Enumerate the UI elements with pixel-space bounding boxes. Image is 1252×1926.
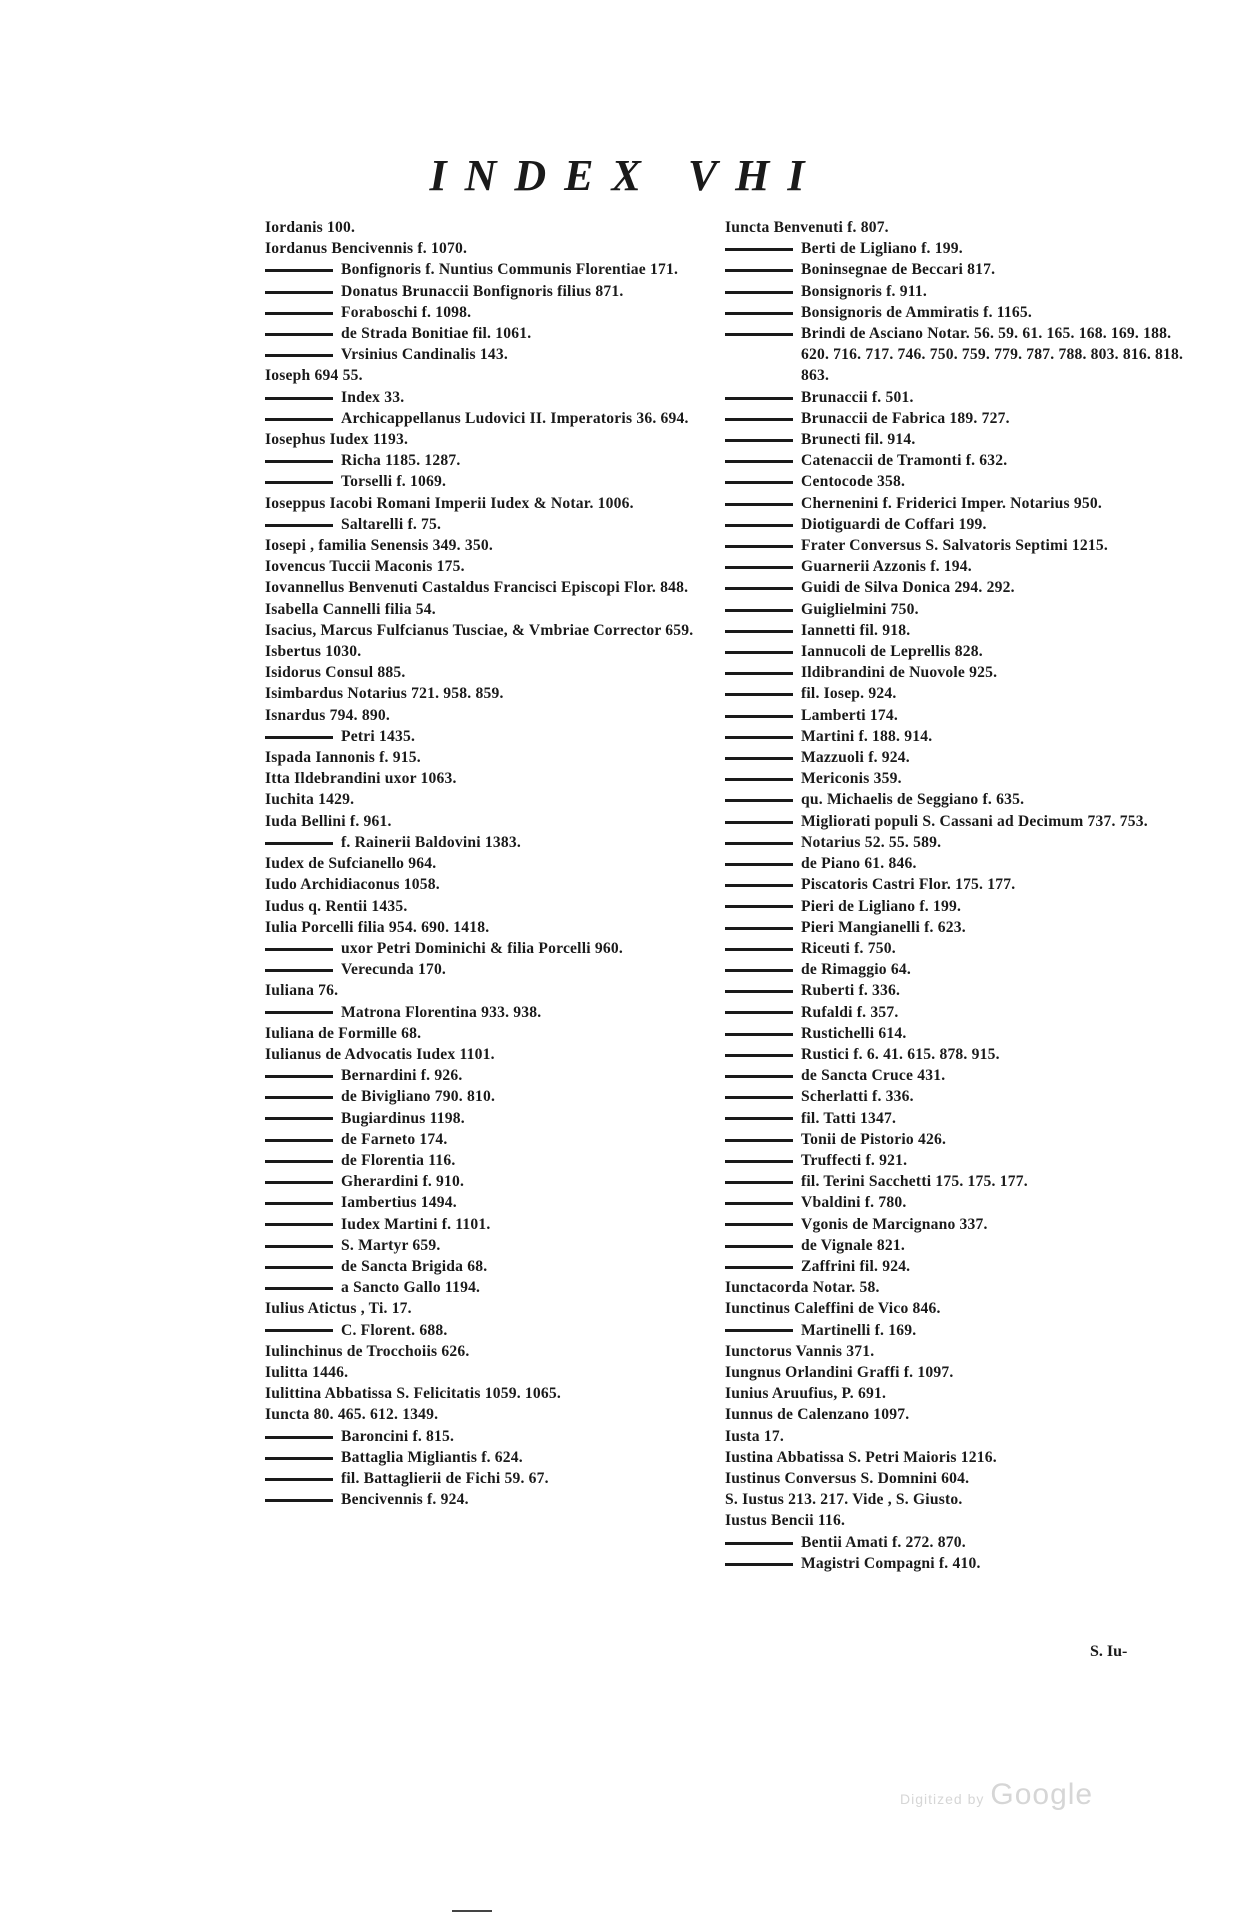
index-subentry: de Sancta Brigida 68. bbox=[265, 1256, 735, 1277]
index-subentry: Brunaccii de Fabrica 189. 727. bbox=[725, 408, 1195, 429]
index-subentry: fil. Iosep. 924. bbox=[725, 683, 1195, 704]
index-subentry: Verecunda 170. bbox=[265, 959, 735, 980]
index-subentry: Archicappellanus Ludovici II. Imperatoris 36. 694. bbox=[265, 408, 735, 429]
index-entry: Ispada Iannonis f. 915. bbox=[265, 749, 421, 767]
index-entry: Isbertus 1030. bbox=[265, 643, 362, 661]
index-entry: Iunnus de Calenzano 1097. bbox=[725, 1406, 910, 1424]
index-subentry: de Bivigliano 790. 810. bbox=[265, 1086, 735, 1107]
index-subentry: Matrona Florentina 933. 938. bbox=[265, 1002, 735, 1023]
index-subentry: Rufaldi f. 357. bbox=[725, 1002, 1195, 1023]
index-entry: Iuda Bellini f. 961. bbox=[265, 812, 392, 830]
index-entry: Iunctorus Vannis 371. bbox=[725, 1342, 875, 1360]
index-subentry: Mericonis 359. bbox=[725, 768, 1195, 789]
index-subentry: uxor Petri Dominichi & filia Porcelli 960. bbox=[265, 938, 735, 959]
index-subentry: Scherlatti f. 336. bbox=[725, 1086, 1195, 1107]
index-entry: Iustus Bencii 116. bbox=[725, 1512, 846, 1530]
index-subentry: de Sancta Cruce 431. bbox=[725, 1065, 1195, 1086]
index-subentry: S. Martyr 659. bbox=[265, 1235, 735, 1256]
index-subentry: Bencivennis f. 924. bbox=[265, 1489, 735, 1510]
index-subentry: Brindi de Asciano Notar. 56. 59. 61. 165. 168. 169. 188. 620. 716. 717. 746. 750. 759. 779. 787. 788. 803. 816. 818. 863. bbox=[725, 323, 1195, 387]
index-subentry: Brunaccii f. 501. bbox=[725, 387, 1195, 408]
index-subentry: Iudex Martini f. 1101. bbox=[265, 1214, 735, 1235]
index-entry: Isimbardus Notarius 721. 958. 859. bbox=[265, 685, 504, 703]
index-entry: Ioseppus Iacobi Romani Imperii Iudex & Notar. 1006. bbox=[265, 494, 634, 512]
index-subentry: Battaglia Migliantis f. 624. bbox=[265, 1447, 735, 1468]
index-subentry: Chernenini f. Friderici Imper. Notarius 950. bbox=[725, 493, 1195, 514]
index-subentry: f. Rainerii Baldovini 1383. bbox=[265, 832, 735, 853]
index-subentry: Boninsegnae de Beccari 817. bbox=[725, 259, 1195, 280]
index-subentry: Gherardini f. 910. bbox=[265, 1171, 735, 1192]
index-subentry: Vgonis de Marcignano 337. bbox=[725, 1214, 1195, 1235]
index-subentry: Guarnerii Azzonis f. 194. bbox=[725, 556, 1195, 577]
index-subentry: Lamberti 174. bbox=[725, 705, 1195, 726]
index-subentry: Catenaccii de Tramonti f. 632. bbox=[725, 450, 1195, 471]
index-entry: Iordanis 100. bbox=[265, 219, 356, 236]
index-subentry: a Sancto Gallo 1194. bbox=[265, 1277, 735, 1298]
index-subentry: Ildibrandini de Nuovole 925. bbox=[725, 662, 1195, 683]
index-entry: Iuncta Benvenuti f. 807. bbox=[725, 219, 889, 236]
index-subentry: qu. Michaelis de Seggiano f. 635. bbox=[725, 789, 1195, 810]
index-subentry: Bonsignoris de Ammiratis f. 1165. bbox=[725, 302, 1195, 323]
index-subentry: Magistri Compagni f. 410. bbox=[725, 1553, 1195, 1574]
index-subentry: Index 33. bbox=[265, 387, 735, 408]
index-subentry: Frater Conversus S. Salvatoris Septimi 1215. bbox=[725, 535, 1195, 556]
index-entry: Isidorus Consul 885. bbox=[265, 664, 406, 682]
index-subentry: Piscatoris Castri Flor. 175. 177. bbox=[725, 874, 1195, 895]
left-column bbox=[265, 217, 735, 1510]
index-entry: Iulianus de Advocatis Iudex 1101. bbox=[265, 1045, 495, 1063]
index-subentry: Migliorati populi S. Cassani ad Decimum 737. 753. bbox=[725, 811, 1195, 832]
index-entry: Iordanus Bencivennis f. 1070. bbox=[265, 240, 468, 258]
index-entry: Iudex de Sufcianello 964. bbox=[265, 855, 437, 873]
index-entry: Ioseph 694 55. bbox=[265, 367, 363, 385]
index-entry: Iulia Porcelli filia 954. 690. 1418. bbox=[265, 918, 490, 936]
index-subentry: Pieri de Ligliano f. 199. bbox=[725, 896, 1195, 917]
index-subentry: Iannucoli de Leprellis 828. bbox=[725, 641, 1195, 662]
index-entry: Iudus q. Rentii 1435. bbox=[265, 897, 408, 915]
index-subentry: Martini f. 188. 914. bbox=[725, 726, 1195, 747]
index-entry: Iunctinus Caleffini de Vico 846. bbox=[725, 1300, 941, 1318]
index-entry: Isabella Cannelli filia 54. bbox=[265, 600, 436, 618]
index-subentry: Iannetti fil. 918. bbox=[725, 620, 1195, 641]
index-subentry: Truffecti f. 921. bbox=[725, 1150, 1195, 1171]
index-subentry: Pieri Mangianelli f. 623. bbox=[725, 917, 1195, 938]
index-subentry: Foraboschi f. 1098. bbox=[265, 302, 735, 323]
index-subentry: fil. Terini Sacchetti 175. 175. 177. bbox=[725, 1171, 1195, 1192]
index-subentry: C. Florent. 688. bbox=[265, 1320, 735, 1341]
index-subentry: Bonsignoris f. 911. bbox=[725, 281, 1195, 302]
index-subentry: Guidi de Silva Donica 294. 292. bbox=[725, 577, 1195, 598]
index-entry: Iuliana 76. bbox=[265, 982, 339, 1000]
page-header: INDEX VHI bbox=[429, 151, 823, 200]
watermark-prefix: Digitized by bbox=[900, 1791, 985, 1807]
bottom-rule bbox=[452, 1910, 492, 1912]
index-entry: Iulitta 1446. bbox=[265, 1363, 349, 1381]
index-subentry: Petri 1435. bbox=[265, 726, 735, 747]
index-subentry: Saltarelli f. 75. bbox=[265, 514, 735, 535]
index-subentry: Tonii de Pistorio 426. bbox=[725, 1129, 1195, 1150]
index-entry: Iungnus Orlandini Graffi f. 1097. bbox=[725, 1363, 954, 1381]
index-entry: Iosepi , familia Senensis 349. 350. bbox=[265, 537, 493, 555]
index-subentry: Centocode 358. bbox=[725, 471, 1195, 492]
index-subentry: Riceuti f. 750. bbox=[725, 938, 1195, 959]
catchword: S. Iu- bbox=[1090, 1643, 1128, 1660]
index-subentry: Bernardini f. 926. bbox=[265, 1065, 735, 1086]
index-subentry: Donatus Brunaccii Bonfignoris filius 871. bbox=[265, 281, 735, 302]
index-entry: Iulittina Abbatissa S. Felicitatis 1059. 1065. bbox=[265, 1385, 561, 1403]
index-subentry: de Strada Bonitiae fil. 1061. bbox=[265, 323, 735, 344]
index-subentry: Bugiardinus 1198. bbox=[265, 1108, 735, 1129]
digitized-watermark bbox=[900, 1778, 1093, 1812]
index-subentry: Bentii Amati f. 272. 870. bbox=[725, 1532, 1195, 1553]
index-subentry: de Florentia 116. bbox=[265, 1150, 735, 1171]
index-subentry: Ruberti f. 336. bbox=[725, 980, 1195, 1001]
index-subentry: Guiglielmini 750. bbox=[725, 599, 1195, 620]
index-entry: Iustinus Conversus S. Domnini 604. bbox=[725, 1469, 970, 1487]
index-subentry: Notarius 52. 55. 589. bbox=[725, 832, 1195, 853]
index-entry: Iuncta 80. 465. 612. 1349. bbox=[265, 1406, 439, 1424]
index-subentry: Torselli f. 1069. bbox=[265, 471, 735, 492]
index-subentry: Richa 1185. 1287. bbox=[265, 450, 735, 471]
index-subentry: de Piano 61. 846. bbox=[725, 853, 1195, 874]
watermark-brand: Google bbox=[990, 1778, 1094, 1811]
index-subentry: de Vignale 821. bbox=[725, 1235, 1195, 1256]
right-column bbox=[725, 217, 1195, 1574]
index-subentry: Bonfignoris f. Nuntius Communis Florentiae 171. bbox=[265, 259, 735, 280]
index-entry: Isnardus 794. 890. bbox=[265, 706, 390, 724]
index-entry: Iovannellus Benvenuti Castaldus Francisci Episcopi Flor. 848. bbox=[265, 579, 689, 597]
index-subentry: fil. Tatti 1347. bbox=[725, 1108, 1195, 1129]
index-subentry: Mazzuoli f. 924. bbox=[725, 747, 1195, 768]
index-subentry: Brunecti fil. 914. bbox=[725, 429, 1195, 450]
index-entry: S. Iustus 213. 217. Vide , S. Giusto. bbox=[725, 1491, 963, 1509]
index-subentry: Iambertius 1494. bbox=[265, 1192, 735, 1213]
index-subentry: fil. Battaglierii de Fichi 59. 67. bbox=[265, 1468, 735, 1489]
index-entry: Iudo Archidiaconus 1058. bbox=[265, 876, 440, 894]
index-entry: Iulinchinus de Trocchoiis 626. bbox=[265, 1342, 470, 1360]
index-entry: Iunius Aruufius, P. 691. bbox=[725, 1385, 887, 1403]
index-entry: Iuchita 1429. bbox=[265, 791, 355, 809]
index-entry: Iunctacorda Notar. 58. bbox=[725, 1279, 880, 1297]
index-entry: Iusta 17. bbox=[725, 1427, 784, 1445]
index-subentry: de Rimaggio 64. bbox=[725, 959, 1195, 980]
index-entry: Iosephus Iudex 1193. bbox=[265, 431, 409, 449]
index-subentry: Berti de Ligliano f. 199. bbox=[725, 238, 1195, 259]
index-entry: Iustina Abbatissa S. Petri Maioris 1216. bbox=[725, 1448, 997, 1466]
index-entry: Iulius Atictus , Ti. 17. bbox=[265, 1300, 412, 1318]
index-entry: Iovencus Tuccii Maconis 175. bbox=[265, 558, 465, 576]
index-entry: Iuliana de Formille 68. bbox=[265, 1024, 422, 1042]
index-subentry: Baroncini f. 815. bbox=[265, 1426, 735, 1447]
index-subentry: Rustici f. 6. 41. 615. 878. 915. bbox=[725, 1044, 1195, 1065]
index-subentry: Martinelli f. 169. bbox=[725, 1320, 1195, 1341]
index-subentry: Zaffrini fil. 924. bbox=[725, 1256, 1195, 1277]
index-subentry: Vbaldini f. 780. bbox=[725, 1192, 1195, 1213]
index-subentry: Rustichelli 614. bbox=[725, 1023, 1195, 1044]
index-entry: Itta Ildebrandini uxor 1063. bbox=[265, 770, 457, 788]
index-subentry: Vrsinius Candinalis 143. bbox=[265, 344, 735, 365]
index-subentry: Diotiguardi de Coffari 199. bbox=[725, 514, 1195, 535]
index-subentry: de Farneto 174. bbox=[265, 1129, 735, 1150]
index-entry: Isacius, Marcus Fulfcianus Tusciae, & Vmbriae Corrector 659. bbox=[265, 621, 694, 639]
